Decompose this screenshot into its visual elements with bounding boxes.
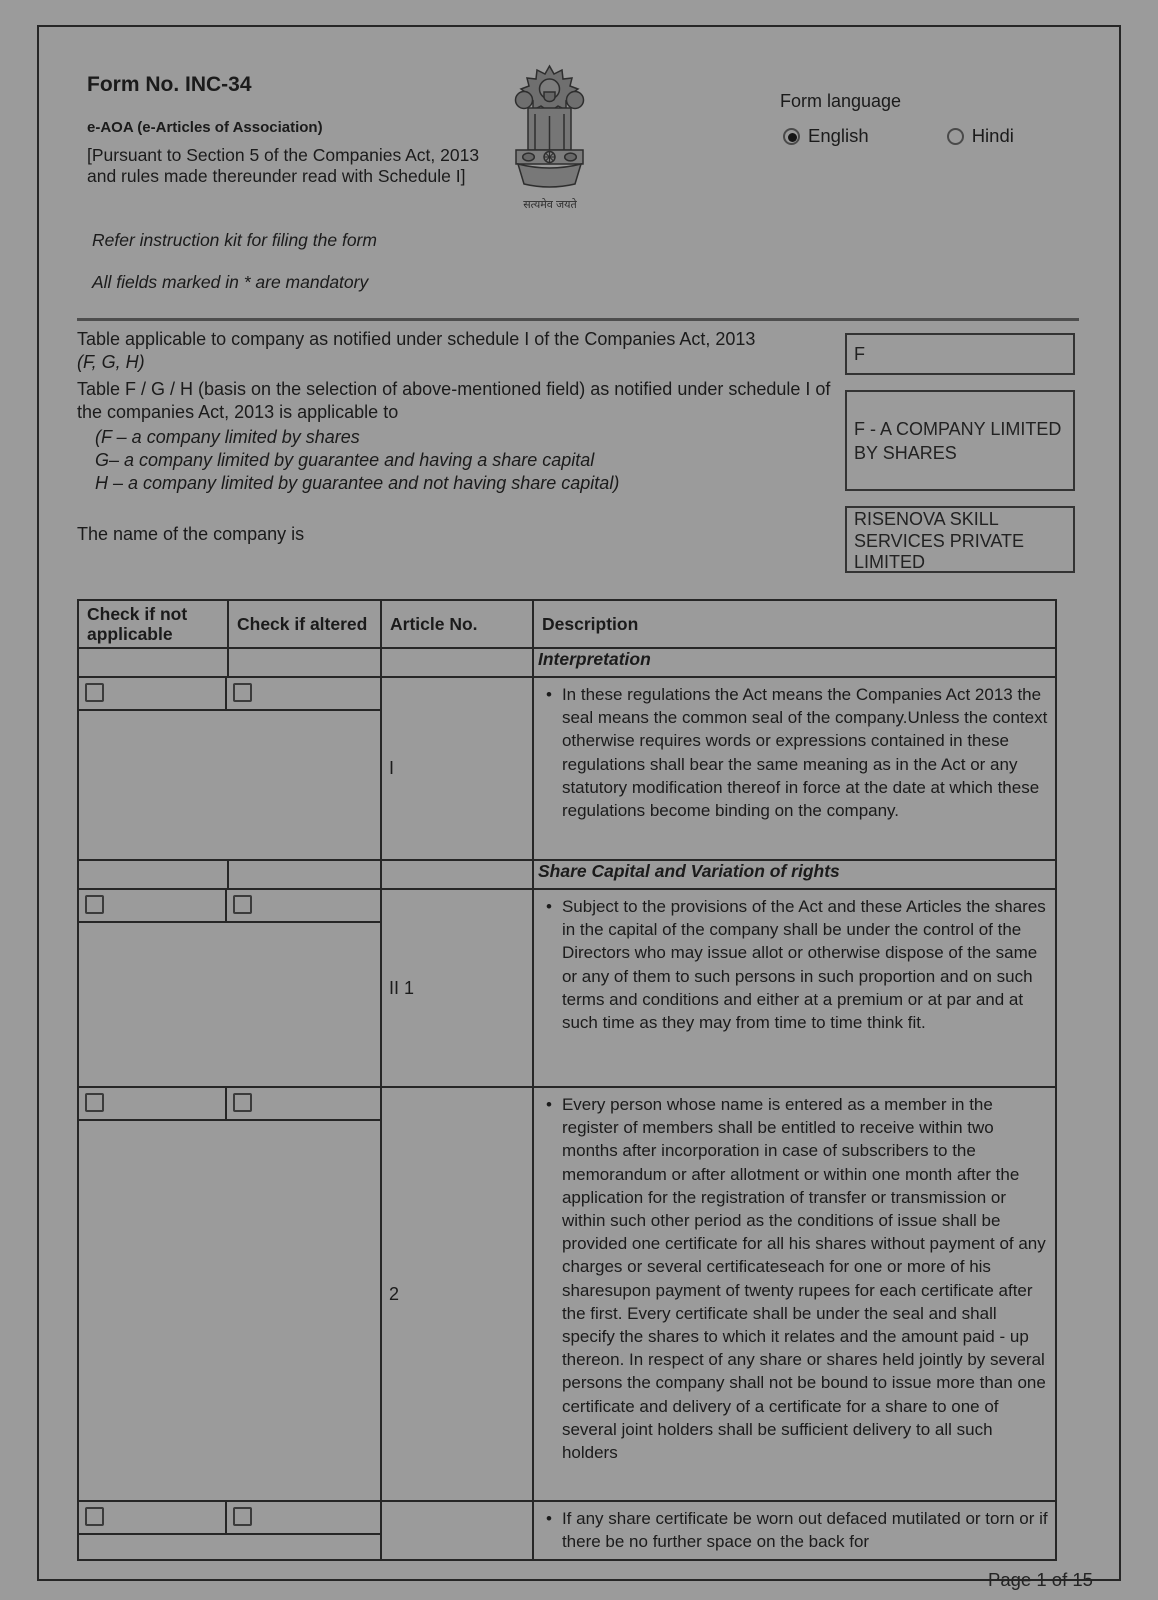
checkbox-not-applicable[interactable] [85,1093,104,1112]
empty-cell [380,649,532,676]
not-applicable-cell [79,678,227,709]
table-section-row [79,647,1055,676]
table-article-row [79,1086,1055,1500]
table-codes-text: (F, G, H) [77,352,145,372]
article-description: • If any share certificate be worn out defaced mutilated or torn or if there be no further space on the back for [534,1502,1055,1558]
description-cell [532,890,1055,1086]
table-option-g: G– a company limited by guarantee and having a share capital [95,450,595,470]
article-number: II 1 [389,977,415,998]
instruction-note-2: All fields marked in * are mandatory [92,272,369,292]
table-applicable-text: Table applicable to company as notified under schedule I of the Companies Act, 2013 (F, G, H) [77,328,839,374]
document-page [37,25,1121,1581]
checkbox-altered[interactable] [233,895,252,914]
checkbox-strip [79,1502,380,1535]
checkbox-strip [79,890,380,923]
empty-cell [79,649,227,676]
header-check-if-altered: Check if altered [227,601,380,647]
empty-cell [227,861,380,888]
checkbox-not-applicable[interactable] [85,895,104,914]
checkbox-strip [79,678,380,711]
description-cell [532,1502,1055,1559]
table-option-f: (F – a company limited by shares [95,427,360,447]
section-title-cell [532,861,1055,888]
article-number-cell [380,1502,532,1559]
empty-cell [380,861,532,888]
empty-cell [79,861,227,888]
page-indicator: Page 1 of 15 [988,1569,1093,1590]
section-title-cell [532,649,1055,676]
checkbox-altered[interactable] [233,1507,252,1526]
company-name-label: The name of the company is [77,524,305,544]
checkbox-strip [79,1088,380,1121]
radio-icon[interactable] [783,128,800,145]
header-description: Description [532,601,1055,647]
table-type-description-field[interactable]: F - A COMPANY LIMITED BY SHARES [845,390,1075,491]
table-article-row [79,1500,1055,1559]
radio-icon[interactable] [947,128,964,145]
not-applicable-cell [79,1088,227,1119]
article-number: 2 [389,1283,400,1304]
article-description: • In these regulations the Act means the Companies Act 2013 the seal means the common seal of the company.Unless the context otherwise requires words or expressions contained in these regulations shall bear the same meaning as in the Act or any statutory modification thereof in force at the date at which these regulations become binding on the company. [534,678,1055,827]
header-check-not-applicable: Check if not applicable [87,604,188,644]
article-description: • Every person whose name is entered as a member in the register of members shall be entitled to receive within two months after incorporation in case of subscribers to the memorandum or after allotment or within one month after the application for the registration of transfer or transmission or within such other period as the conditions of issue shall be provided one certificate for all his shares without payment of any charges or several certificateseach for one or more of his sharesupon payment of twenty rupees for each certificate after the first. Every certificate shall be under the seal and shall specify the shares to which it relates and the amount paid - up thereon. In respect of any share or shares held jointly by several persons the company shall not be bound to issue more than one certificate and delivery of a certificate for a share to one of several joint holders shall be sufficient delivery to all such holders [534,1088,1055,1469]
table-fgh-text: Table F / G / H (basis on the selection of above-mentioned field) as notified under schedule I of the companies Act, 2013 is applicable to [77,379,831,422]
altered-cell [227,890,380,921]
checkbox-area [79,678,380,859]
article-number-cell [380,678,532,859]
description-cell [532,1088,1055,1500]
form-language-label: Form language [780,91,902,111]
table-article-row [79,676,1055,859]
section-divider [77,318,1079,321]
form-subtitle: e-AOA (e-Articles of Association) [87,119,323,136]
checkbox-not-applicable[interactable] [85,1507,104,1526]
altered-cell [227,1088,380,1119]
article-number-cell [380,890,532,1086]
altered-cell [227,678,380,709]
radio-label: English [808,125,869,146]
checkbox-area [79,1502,380,1559]
pursuant-note: [Pursuant to Section 5 of the Companies Act, 2013 and rules made thereunder read with Schedule I] [87,145,480,186]
article-number: I [389,758,395,778]
company-name-field[interactable]: RISENOVA SKILL SERVICES PRIVATE LIMITED [845,506,1075,573]
article-number-cell [380,1088,532,1500]
table-header-row [79,601,1055,647]
ashoka-emblem-icon [502,61,597,195]
table-option-h: H – a company limited by guarantee and not having share capital) [95,473,620,493]
description-cell [532,678,1055,859]
checkbox-altered[interactable] [233,683,252,702]
table-section-row [79,859,1055,888]
table-type-field[interactable]: F [845,333,1075,375]
header-article-no: Article No. [380,601,532,647]
empty-cell [227,649,380,676]
articles-table [77,599,1057,1561]
not-applicable-cell [79,890,227,921]
checkbox-not-applicable[interactable] [85,683,104,702]
checkbox-area [79,1088,380,1500]
instruction-note-1: Refer instruction kit for filing the form [92,230,377,250]
form-language-options [783,125,1014,147]
table-article-row [79,888,1055,1086]
checkbox-area [79,890,380,1086]
radio-option-hindi[interactable] [947,125,1014,147]
intro-text-block [77,328,839,546]
article-description: • Subject to the provisions of the Act and these Articles the shares in the capital of the company shall be under the control of the Directors who may issue allot or otherwise dispose of the same or any of them to such persons in such proportion and on such terms and conditions and either at a premium or at par and at such time as they may from time to time think fit. [534,890,1055,1039]
checkbox-altered[interactable] [233,1093,252,1112]
radio-option-english[interactable] [783,125,869,147]
emblem-motto: सत्यमेव जयते [523,199,577,211]
altered-cell [227,1502,380,1533]
section-title: Share Capital and Variation of rights [538,861,840,881]
form-number-title: Form No. INC-34 [87,73,252,96]
radio-label: Hindi [971,125,1014,146]
section-title: Interpretation [538,649,651,669]
not-applicable-cell [79,1502,227,1533]
